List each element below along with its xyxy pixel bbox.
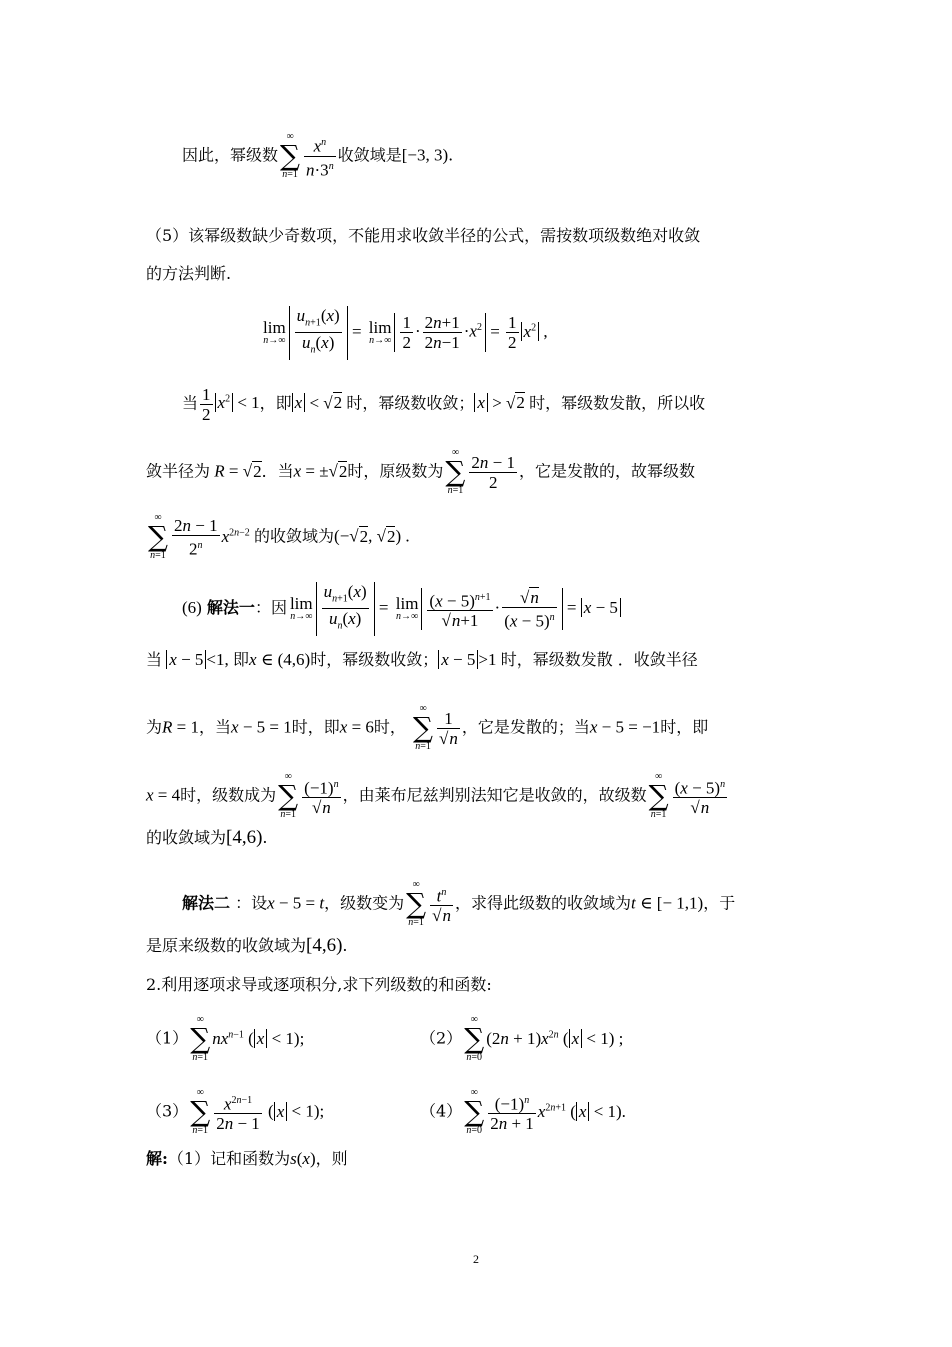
line-domain-conclusion: 因此，幂级数 ∞ ∑ n=1 $\frac{x^n}{n\cdot 3^n}$ 收敛域是[−3, 3). [182, 131, 454, 180]
p5-line-4: 当 $\frac{1}{2}$ $x^2 < 1$，即 x < √2 时，幂级数收敛； x > √2 时，幂级数发散，所以收 [182, 385, 706, 424]
p5-line-1: （5）该幂级数缺少奇数项，不能用求收敛半径的公式，需按数项级数绝对收敛 [146, 226, 701, 245]
p5-limit-equation: lim n→∞ $\frac{u_{n+1}(x)}{u_n(x)}$ = lim n→∞ $\frac{1}{2}$ · $\frac{2n+1}{2n-1}$ $\cdot x^2$ = $\frac{1}{2}$ $x^2$ , [260, 306, 548, 360]
fraction: $\frac{x^n}{n\cdot 3^n}$ [304, 133, 336, 179]
p6-method1-line: (6) 解法一：因 lim n→∞ $\frac{u_{n+1}(x)}{u_n(x)}$ = lim n→∞ $\frac{(x - 5)^{n+1}}{√n+1}$ · $\frac{√n}{(x - 5)^n}$ = x − 5 [182, 582, 621, 636]
q2-title: 2.利用逐项求导或逐项积分,求下列级数的和函数: [146, 975, 492, 994]
q2-item-1: （1） ∞ ∑ n=1 $nx^{n-1}$ ( x < 1); [146, 1014, 305, 1063]
q2-item-4: （4） ∞ ∑ n=0 $\frac{(-1)^n}{2n + 1}$ $x^{2n+1}$ ( x < 1). [420, 1087, 626, 1136]
page-number: 2 [473, 1252, 479, 1266]
p5-line-2: 的方法判断. [146, 264, 232, 283]
p6-line-5: 的收敛域为[4,6). [146, 827, 268, 848]
p6-line-2: 当 x − 5 <1, 即x ∈ (4,6)时，幂级数收敛； x − 5 >1 时，幂级数发散 ．收敛半径 [146, 650, 698, 669]
p5-line-5: 敛半径为 R = √2．当x = ±√2时，原级数为 ∞ ∑ n=1 $\frac{2n - 1}{2}$ ，它是发散的，故幂级数 [146, 447, 696, 496]
p6-method2-line: 解法二 ：设x − 5 = t，级数变为 ∞ ∑ n=1 $\frac{t^n}{√n}$ ，求得此级数的收敛域为t ∈ [− 1,1)，于 [182, 879, 736, 928]
p6-line-3: 为R = 1，当x − 5 = 1时，即x = 6时， ∞ ∑ n=1 $\frac{1}{√n}$ ，它是发散的；当x − 5 = −1时，即 [146, 703, 709, 752]
q2-answer-line: 解:（1）记和函数为s(x)，则 [146, 1149, 348, 1168]
q2-item-3: （3） ∞ ∑ n=1 $\frac{x^{2n-1}}{2n - 1}$ ( x < 1); [146, 1087, 325, 1136]
p6-line-4: x = 4时，级数成为 ∞ ∑ n=1 $\frac{(-1)^n}{√n}$ ，由莱布尼兹判别法知它是收敛的，故级数 ∞ ∑ n=1 $\frac{(x - 5)^n}{√n}$ [146, 771, 726, 820]
p5-line-6: ∞ ∑ n=1 $\frac{2n - 1}{2^n}$ $x^{2n-2}$ 的收敛域为(−√2, √2) . [148, 512, 410, 561]
p6-line-7: 是原来级数的收敛域为[4,6). [146, 935, 348, 956]
sum-symbol: ∞ ∑ n=1 [280, 131, 301, 180]
q2-item-2: （2） ∞ ∑ n=0 $(2n + 1)x^{2n}$ ( x < 1) ; [420, 1014, 624, 1063]
